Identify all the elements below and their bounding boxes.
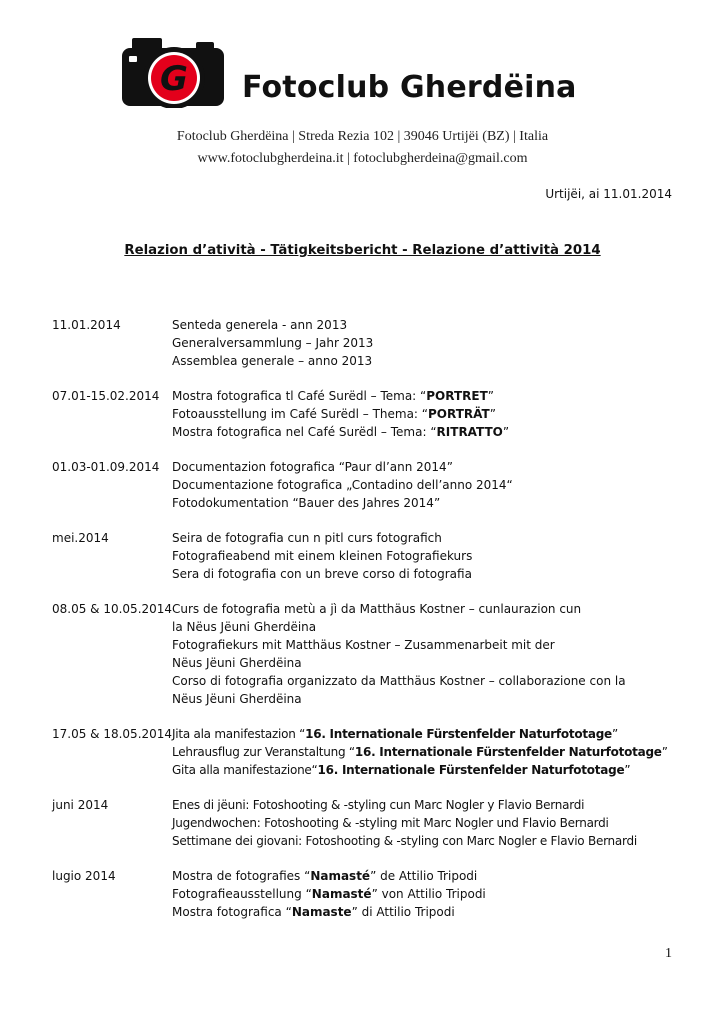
club-name: Fotoclub Gherdëina (242, 70, 577, 105)
club-address: Fotoclub Gherdëina | Streda Rezia 102 | 39046 Urtijëi (BZ) | Italia (176, 129, 549, 144)
activity-line-text: Senteda generela - ann 2013 (172, 318, 348, 332)
activity-line-text: Documentazion fotografica “Paur dl’ann 2014” (172, 460, 453, 474)
activity-line (172, 618, 677, 636)
activity-line-emphasis: Namasté (311, 887, 372, 901)
activity-line (172, 352, 677, 370)
activity-line (172, 690, 677, 708)
activity-line-text: ” (624, 763, 631, 777)
activity-line-text: Settimane dei giovani: Fotoshooting & -styling con Marc Nogler e Flavio Bernardi (172, 834, 637, 848)
activity-line-emphasis: Namasté (310, 869, 371, 883)
activity-description (172, 867, 677, 921)
activity-line-text: Jita ala manifestazion “ (172, 727, 306, 741)
activity-line-text: Generalversammlung – Jahr 2013 (172, 336, 374, 350)
activity-entry (52, 458, 677, 512)
activity-entry (52, 725, 677, 779)
activity-line (172, 458, 677, 476)
activity-line (172, 832, 677, 850)
activity-line-emphasis: PORTRÄT (428, 407, 490, 421)
activity-line (172, 672, 677, 690)
activity-line-text: Lehrausflug zur Veranstaltung “ (172, 745, 355, 759)
activity-line-text: Jugendwochen: Fotoshooting & -styling mit Marc Nogler und Flavio Bernardi (172, 816, 609, 830)
activity-line (172, 903, 677, 921)
activity-line-text: Corso di fotografia organizzato da Matthäus Kostner – collaborazione con la (172, 674, 626, 688)
activity-line (172, 423, 677, 441)
activity-date: juni 2014 (52, 798, 109, 812)
activity-date: 17.05 & 18.05.2014 (52, 727, 173, 741)
activity-line-text: Nëus Jëuni Gherdëina (172, 656, 302, 670)
activity-line (172, 654, 677, 672)
place-date: Urtijëi, ai 11.01.2014 (545, 187, 672, 201)
activity-line-text: Mostra fotografica “ (172, 905, 292, 919)
activity-entry (52, 867, 677, 921)
activity-line-text: ” von Attilio Tripodi (371, 887, 486, 901)
activity-line (172, 316, 677, 334)
activity-line-text: ” (611, 727, 618, 741)
activity-line-text: Nëus Jëuni Gherdëina (172, 692, 302, 706)
activity-line-emphasis: Namaste (291, 905, 352, 919)
activity-line (172, 867, 677, 885)
activity-line-text: ” (502, 425, 510, 439)
activity-line (172, 547, 677, 565)
activity-date: mei.2014 (52, 531, 109, 545)
activity-description (172, 796, 677, 850)
activity-line-text: la Nëus Jëuni Gherdëina (172, 620, 317, 634)
activity-date: 01.03-01.09.2014 (52, 460, 160, 474)
activity-line-text: ” (661, 745, 668, 759)
activity-line-text: ” (489, 407, 496, 421)
activity-line-text: Gita alla manifestazione“ (172, 763, 318, 777)
activity-line-text: Curs de fotografia metù a jì da Matthäus Kostner – cunlaurazion cun (172, 602, 582, 616)
activity-line-text: ” di Attilio Tripodi (351, 905, 455, 919)
activity-line (172, 761, 677, 779)
activity-description (172, 316, 677, 370)
activity-line-emphasis: RITRATTO (436, 425, 503, 439)
activity-line (172, 636, 677, 654)
activity-line-text: Mostra fotografica nel Café Surëdl – Tema: “ (172, 425, 437, 439)
activity-line-text: Mostra de fotografies “ (172, 869, 311, 883)
activity-line-text: Seira de fotografia cun n pitl curs fotografich (172, 531, 442, 545)
activity-line (172, 796, 677, 814)
page-number: 1 (665, 946, 672, 961)
activity-line (172, 565, 677, 583)
activity-entry (52, 387, 677, 441)
activity-line-emphasis: 16. Internationale Fürstenfelder Naturfototage (354, 745, 662, 759)
activity-entry (52, 796, 677, 850)
activity-description (172, 387, 677, 441)
activity-line-text: Mostra fotografica tl Café Surëdl – Tema: “ (172, 389, 427, 403)
activity-line-text: ” (487, 389, 494, 403)
activity-line-text: Documentazione fotografica „Contadino dell’anno 2014“ (172, 478, 513, 492)
activity-description (172, 529, 677, 583)
logo-letter: G (160, 59, 188, 99)
activity-line-text: ” de Attilio Tripodi (370, 869, 478, 883)
activity-line-text: Fotodokumentation “Bauer des Jahres 2014” (172, 496, 441, 510)
activity-line (172, 743, 677, 761)
activity-description (172, 600, 677, 708)
activity-line-text: Enes di jëuni: Fotoshooting & -styling cun Marc Nogler y Flavio Bernardi (172, 798, 585, 812)
activity-date: 08.05 & 10.05.2014 (52, 602, 173, 616)
activity-line (172, 885, 677, 903)
activity-description (172, 725, 677, 779)
report-title: Relazion d’atività - Tätigkeitsbericht - Relazione d’attività 2014 (124, 243, 601, 258)
activity-line-text: Fotografiekurs mit Matthäus Kostner – Zusammenarbeit mit der (172, 638, 555, 652)
activity-line-emphasis: 16. Internationale Fürstenfelder Naturfototage (305, 727, 612, 741)
activity-date: lugio 2014 (52, 869, 116, 883)
activity-line-text: Fotografieabend mit einem kleinen Fotografiekurs (172, 549, 473, 563)
activity-list (52, 316, 677, 938)
activity-line (172, 814, 677, 832)
activity-line (172, 494, 677, 512)
activity-entry (52, 529, 677, 583)
activity-line-text: Sera di fotografia con un breve corso di fotografia (172, 567, 472, 581)
activity-date: 07.01-15.02.2014 (52, 389, 160, 403)
activity-description (172, 458, 677, 512)
activity-date: 11.01.2014 (52, 318, 121, 332)
club-web-contact: www.fotoclubgherdeina.it | fotoclubgherdeina@gmail.com (197, 151, 528, 166)
activity-entry (52, 316, 677, 370)
activity-line-text: Fotoausstellung im Café Surëdl – Thema: “ (172, 407, 429, 421)
activity-line-text: Assemblea generale – anno 2013 (172, 354, 373, 368)
activity-line (172, 600, 677, 618)
activity-line (172, 334, 677, 352)
activity-line-text: Fotografieausstellung “ (172, 887, 312, 901)
activity-line (172, 725, 677, 743)
activity-line-emphasis: PORTRET (426, 389, 488, 403)
activity-line (172, 405, 677, 423)
activity-entry (52, 600, 677, 708)
camera-logo-icon (120, 36, 226, 108)
activity-line (172, 476, 677, 494)
activity-line (172, 529, 677, 547)
activity-line (172, 387, 677, 405)
activity-line-emphasis: 16. Internationale Fürstenfelder Naturfototage (317, 763, 625, 777)
